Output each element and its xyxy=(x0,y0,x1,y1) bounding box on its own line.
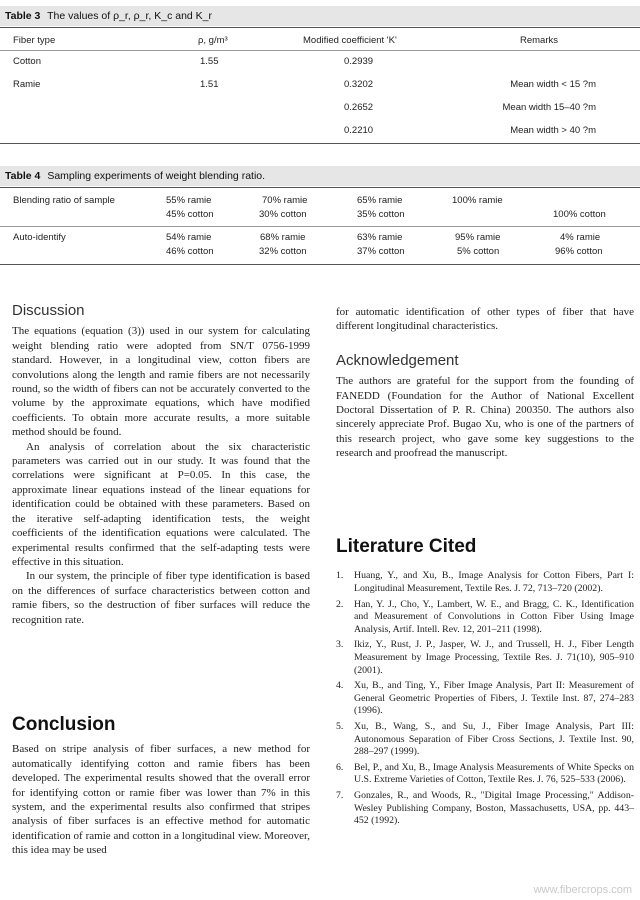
reference-number: 1. xyxy=(336,570,344,582)
table4-cell: 95% ramie xyxy=(455,232,501,243)
reference-item xyxy=(336,639,634,677)
table3-cell: 0.3202 xyxy=(344,79,374,90)
table3-cell: 0.2210 xyxy=(344,125,374,136)
table3-header-fiber: Fiber type xyxy=(13,35,56,46)
reference-text: Xu, B., and Ting, Y., Fiber Image Analysis, Part II: Measurement of General Geometric Properties of Fibers, J. Textile Inst. 87, 274–283 (1996). xyxy=(354,680,634,717)
table4-cell: 5% cotton xyxy=(457,246,500,257)
literature-section xyxy=(336,536,634,831)
table4-row2-label: Auto-identify xyxy=(13,232,66,243)
reference-text: Gonzales, R., and Woods, R., "Digital Image Processing," Addison-Wesley Publishing Company, Boston, Massachusetts, USA, pp. 443–452 (1992). xyxy=(354,789,634,827)
table4-cell: 30% cotton xyxy=(259,209,307,220)
literature-heading: Literature Cited xyxy=(336,536,477,557)
discussion-heading: Discussion xyxy=(12,302,85,319)
left-column-conclusion xyxy=(12,714,310,858)
table4-cell: 96% cotton xyxy=(555,246,603,257)
reference-item xyxy=(336,570,634,595)
table3-header-rule xyxy=(0,50,640,51)
conclusion-paragraph: Based on stripe analysis of fiber surfaces, a new method for automatically identifying cotton and ramie fibers has been developed. The experimental results showed that the overall error for identifying cotton or ramie fiber was lower than 7% in this system, and the experimental results also confirmed that stripes analysis of fiber surfaces is an effective method for automatic identification of ramie and cotton in a longitudinal view. Moreover, this idea may be used xyxy=(12,743,310,857)
table4-cell: 65% ramie xyxy=(357,195,403,206)
table3-cell: Mean width > 40 ?m xyxy=(510,125,596,136)
table4-cell: 35% cotton xyxy=(357,209,405,220)
table4-cell: 70% ramie xyxy=(262,195,308,206)
reference-number: 5. xyxy=(336,720,344,732)
right-column xyxy=(336,305,634,461)
table4-label: Table 4 xyxy=(5,170,41,182)
table3-cell: 0.2652 xyxy=(344,102,374,113)
table3-cell: 0.2939 xyxy=(344,56,374,67)
table3-bottom-rule xyxy=(0,143,640,144)
table4-cell: 4% ramie xyxy=(560,232,601,243)
reference-item xyxy=(336,762,634,787)
table4-cell: 100% ramie xyxy=(452,195,503,206)
table4-cell: 100% cotton xyxy=(553,209,606,220)
acknowledgement-paragraph: The authors are grateful for the support from the founding of FANEDD (Foundation for the Author of National Excellent Doctoral Dissertation of P. R. China) 200350. The authors also sincerely appreciate Prof. Bugao Xu, who is one of the partners of this research project, who gave some key suggestions to the research and proofread the manuscript. xyxy=(336,375,634,460)
conclusion-heading: Conclusion xyxy=(12,714,116,735)
table3-cell: Mean width < 15 ?m xyxy=(510,79,596,90)
table4-cell: 45% cotton xyxy=(166,209,214,220)
table4-cell: 54% ramie xyxy=(166,232,212,243)
table3-header-coefficient: Modified coefficient 'K' xyxy=(303,35,397,46)
reference-item xyxy=(336,721,634,759)
reference-text: Bel, P., and Xu, B., Image Analysis Measurements of White Specks on U.S. Extreme Varieties of Cotton, Textile Res. J. 76, 525–533 (2006). xyxy=(354,761,634,786)
discussion-paragraph: In our system, the principle of fiber type identification is based on the differences of surface characteristics between cotton and ramie fibers, so the destruction of fiber surfaces will reduce the recognition rate. xyxy=(12,570,310,626)
reference-number: 7. xyxy=(336,789,344,801)
table4-bottom-rule xyxy=(0,264,640,265)
reference-item xyxy=(336,680,634,718)
watermark: www.fibercrops.com xyxy=(533,884,632,896)
table3-caption: The values of ρ_r, ρ_r, K_c and K_r xyxy=(47,10,213,22)
conclusion-continued: for automatic identification of other types of fiber that have different longitudinal characteristics. xyxy=(336,306,634,333)
reference-item xyxy=(336,599,634,637)
table4-cell: 55% ramie xyxy=(166,195,212,206)
reference-list xyxy=(336,570,634,827)
table4-cell: 37% cotton xyxy=(357,246,405,257)
left-column xyxy=(12,304,310,627)
reference-text: Ikiz, Y., Rust, J. P., Jasper, W. J., and Trussell, H. J., Fiber Length Measurement by Image Processing, Textile Res. J. 71(10), 905–910 (2001). xyxy=(354,639,634,676)
table4-cell: 32% cotton xyxy=(259,246,307,257)
reference-text: Huang, Y., and Xu, B., Image Analysis for Cotton Fibers, Part I: Longitudinal Measurement, Textile Res. J. 72, 713–720 (2002). xyxy=(354,570,634,594)
table3-cell: Cotton xyxy=(13,56,41,67)
table3-cell: Ramie xyxy=(13,79,41,90)
table4-row1-label: Blending ratio of sample xyxy=(13,195,115,206)
discussion-paragraph: The equations (equation (3)) used in our system for calculating weight blending ratio were adopted from SN/T 0756-1999 standard. However, in a longitudinal view, cotton fibers are convolutions along the length and ramie fibers are not necessarily round, so the width of fibers can not be accurately converted to the volume by the approximate equations, which have modified coefficients. To obtain more accurate results, a more suitable method should be found. xyxy=(12,325,310,439)
table4-mid-rule xyxy=(0,226,640,227)
reference-number: 2. xyxy=(336,598,344,610)
table4-cell: 63% ramie xyxy=(357,232,403,243)
table3-top-rule xyxy=(0,27,640,28)
table3-cell: 1.55 xyxy=(200,56,219,67)
reference-number: 3. xyxy=(336,639,344,651)
acknowledgement-heading: Acknowledgement xyxy=(336,351,459,369)
table3-cell: Mean width 15–40 ?m xyxy=(502,102,596,113)
table3-label: Table 3 xyxy=(5,10,41,22)
reference-number: 6. xyxy=(336,761,344,773)
table3-cell: 1.51 xyxy=(200,79,219,90)
reference-text: Xu, B., Wang, S., and Su, J., Fiber Image Analysis, Part III: Autonomous Separation of Fiber Cross Sections, J. Textile Inst. 90, 288–297 (1999). xyxy=(354,720,634,758)
reference-item xyxy=(336,790,634,828)
table4-top-rule xyxy=(0,187,640,188)
table4-caption: Sampling experiments of weight blending ratio. xyxy=(47,170,266,182)
reference-number: 4. xyxy=(336,680,344,692)
table4-title xyxy=(0,166,640,186)
discussion-paragraph: An analysis of correlation about the six characteristic parameters was carried out in our study. It was found that the correlations were significant at P=0.05. In this case, the approximate linear equations instead of the linear equations for identification could be obtained with these parameters. Based on the iterative self-adapting identification tests, the weight coefficients of the identification equations were calculated. The experimental results confirmed that the self-adapting tests were effective in this situation. xyxy=(12,440,310,568)
table3-header-density: ρ, g/m³ xyxy=(198,35,228,46)
table3-header-remarks: Remarks xyxy=(520,35,559,46)
table4-cell: 46% cotton xyxy=(166,246,214,257)
reference-text: Han, Y. J., Cho, Y., Lambert, W. E., and Bragg, C. K., Identification and Measurement of Convolutions in Cotton Fiber Using Image Analysis, Artif. Intell. Rev. 12, 201–211 (1998). xyxy=(354,598,634,635)
table3-title xyxy=(0,6,640,26)
table4-cell: 68% ramie xyxy=(260,232,306,243)
